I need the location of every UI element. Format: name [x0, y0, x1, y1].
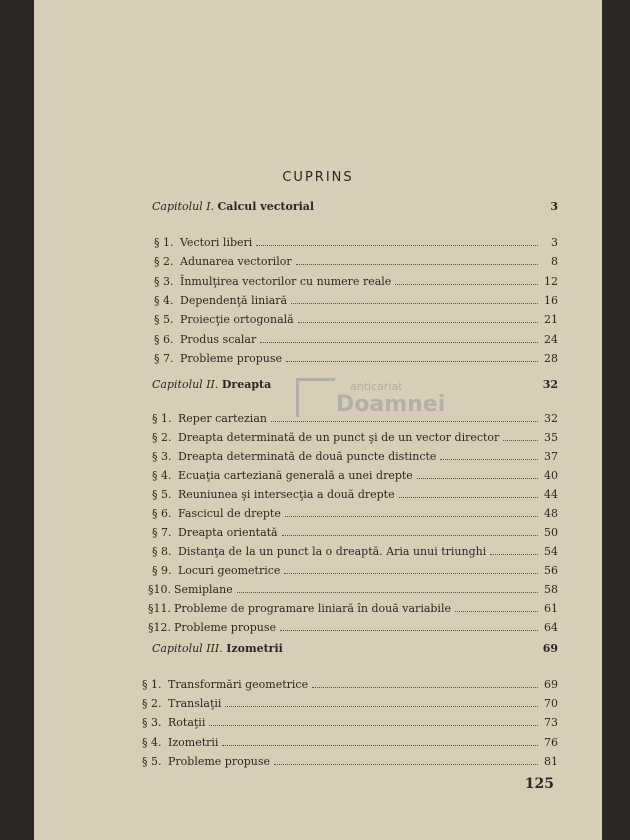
toc-entry	[148, 621, 558, 635]
section-page: 24	[544, 332, 558, 346]
section-page: 44	[544, 488, 558, 501]
leader-dots	[417, 469, 538, 479]
section-page: 12	[544, 274, 558, 288]
section-title: Distanţa de la un punct la o dreaptă. Aria unui triunghi	[178, 545, 487, 558]
toc-entry	[152, 507, 558, 521]
section-title: Fascicul de drepte	[178, 507, 281, 520]
toc-entry	[154, 275, 558, 289]
leader-dots	[260, 333, 538, 343]
section-title: Translaţii	[168, 697, 222, 711]
leader-dots	[282, 526, 538, 536]
chapter-name: Dreapta	[221, 378, 272, 391]
leader-dots	[296, 255, 538, 265]
section-title: Locuri geometrice	[178, 564, 281, 577]
leader-dots	[284, 564, 538, 574]
leader-dots	[455, 602, 538, 612]
section-number: § 8.	[152, 545, 172, 558]
section-page: 28	[544, 351, 558, 365]
leader-dots	[395, 275, 538, 285]
section-title: Probleme de programare liniară în două variabile	[174, 602, 451, 615]
section-title: Vectori liberi	[180, 236, 253, 249]
toc-entry	[154, 352, 558, 366]
chapter-page: 3	[550, 200, 558, 213]
section-number: § 4.	[154, 293, 174, 307]
section-title: Semiplane	[174, 583, 233, 596]
section-title: Înmulţirea vectorilor cu numere reale	[180, 274, 392, 288]
chapter-page: 69	[542, 642, 558, 655]
leader-dots	[285, 507, 538, 517]
section-page: 81	[544, 754, 558, 768]
section-title: Ecuaţia carteziană generală a unei drepte	[178, 469, 413, 482]
section-page: 35	[544, 431, 558, 444]
leader-dots	[209, 716, 538, 726]
toc-entry	[148, 602, 558, 616]
section-title: Izometrii	[168, 735, 219, 749]
toc-entry	[142, 755, 558, 769]
watermark-line1: anticariat	[350, 380, 403, 393]
section-page: 16	[544, 293, 558, 307]
section-number: § 9.	[152, 564, 172, 577]
section-number: § 7.	[154, 351, 174, 365]
toc-entry	[152, 469, 558, 483]
section-page: 64	[544, 621, 558, 634]
toc-entry	[152, 431, 558, 445]
toc-entry	[152, 450, 558, 464]
chapter-page: 32	[542, 378, 558, 391]
section-number: § 2.	[142, 697, 162, 711]
toc-entry	[154, 294, 558, 308]
toc-entry	[142, 697, 558, 711]
section-number: § 7.	[152, 526, 172, 539]
toc-entry	[152, 564, 558, 578]
toc-entry	[154, 313, 558, 327]
section-title: Transformări geometrice	[168, 678, 309, 691]
section-number: § 6.	[152, 507, 172, 520]
leader-dots	[256, 236, 538, 246]
section-number: § 3.	[154, 274, 174, 288]
toc-entry	[152, 545, 558, 559]
leader-dots	[490, 545, 538, 555]
section-page: 73	[544, 716, 558, 730]
section-number: § 4.	[142, 735, 162, 749]
section-page: 61	[544, 602, 558, 615]
section-title: Rotaţii	[168, 716, 206, 730]
section-number: § 1.	[154, 236, 174, 249]
leader-dots	[280, 621, 538, 631]
toc-entry	[152, 526, 558, 540]
toc-entry	[142, 736, 558, 750]
section-page: 37	[544, 450, 558, 463]
chapter-label: Capitolul II.	[152, 378, 219, 391]
leader-dots	[298, 313, 538, 323]
section-page: 40	[544, 469, 558, 482]
section-title: Produs scalar	[180, 332, 257, 346]
toc-entry	[152, 412, 558, 426]
section-page: 3	[551, 236, 558, 249]
book-page	[34, 0, 602, 840]
section-page: 76	[544, 735, 558, 749]
leader-dots	[271, 412, 538, 422]
section-title: Proiecţie ortogonală	[180, 313, 294, 327]
page-number: 125	[524, 776, 554, 792]
section-number: § 5.	[154, 313, 174, 327]
section-number: §10.	[148, 583, 171, 596]
section-title: Dreapta orientată	[178, 526, 278, 539]
section-number: § 3.	[142, 716, 162, 730]
toc-entry	[154, 255, 558, 269]
section-title: Probleme propuse	[174, 621, 276, 634]
toc-entry	[152, 488, 558, 502]
section-page: 48	[544, 507, 558, 520]
toc-entry	[154, 236, 558, 250]
page-title: CUPRINS	[282, 170, 354, 185]
chapter-heading	[152, 378, 558, 391]
section-number: § 2.	[154, 255, 174, 269]
chapter-label: Capitolul I.	[152, 200, 215, 213]
section-number: §11.	[148, 602, 171, 615]
section-title: Dreapta determinată de două puncte distincte	[178, 450, 437, 463]
leader-dots	[225, 697, 538, 707]
section-number: §12.	[148, 621, 171, 634]
section-page: 54	[544, 545, 558, 558]
leader-dots	[503, 431, 538, 441]
leader-dots	[222, 736, 538, 746]
toc-entry	[154, 333, 558, 347]
section-page: 70	[544, 697, 558, 711]
section-page: 21	[544, 313, 558, 327]
section-title: Reuniunea şi intersecţia a două drepte	[178, 488, 395, 501]
section-title: Probleme propuse	[180, 351, 282, 365]
chapter-heading	[152, 200, 558, 213]
section-number: § 4.	[152, 469, 172, 482]
section-number: § 1.	[152, 412, 172, 425]
section-title: Probleme propuse	[168, 754, 270, 768]
section-title: Dependenţă liniară	[180, 293, 288, 307]
section-number: § 5.	[152, 488, 172, 501]
section-page: 56	[544, 564, 558, 577]
section-title: Reper cartezian	[178, 412, 267, 425]
section-number: § 1.	[142, 678, 162, 691]
section-title: Adunarea vectorilor	[180, 255, 292, 269]
section-number: § 6.	[154, 332, 174, 346]
leader-dots	[237, 583, 538, 593]
toc-entry	[142, 716, 558, 730]
leader-dots	[274, 755, 538, 765]
section-number: § 5.	[142, 754, 162, 768]
section-page: 58	[544, 583, 558, 596]
section-number: § 2.	[152, 431, 172, 444]
toc-entry	[148, 583, 558, 597]
chapter-label: Capitolul III.	[152, 642, 223, 655]
chapter-name: Calcul vectorial	[217, 200, 315, 213]
leader-dots	[312, 678, 538, 688]
toc-entry	[142, 678, 558, 692]
section-page: 69	[544, 678, 558, 691]
leader-dots	[440, 450, 538, 460]
leader-dots	[291, 294, 538, 304]
section-number: § 3.	[152, 450, 172, 463]
leader-dots	[286, 352, 538, 362]
section-title: Dreapta determinată de un punct şi de un vector director	[178, 431, 500, 444]
chapter-heading	[152, 642, 558, 655]
watermark-line2: Doamnei	[336, 392, 446, 417]
section-page: 8	[551, 255, 558, 269]
chapter-name: Izometrii	[226, 642, 283, 655]
section-page: 32	[544, 412, 558, 425]
leader-dots	[399, 488, 538, 498]
section-page: 50	[544, 526, 558, 539]
